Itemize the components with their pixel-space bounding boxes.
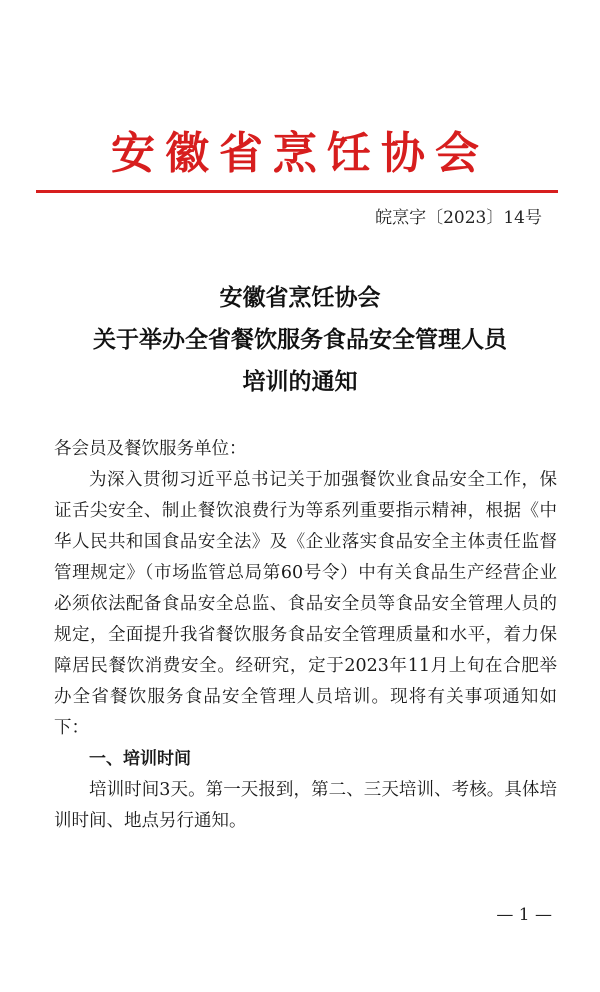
page-number: — 1 —	[496, 905, 552, 925]
paragraph-training-time: 培训时间3天。第一天报到，第二、三天培训、考核。具体培训时间、地点另行通知。	[54, 780, 557, 831]
title-line-1: 安徽省烹饪协会	[219, 285, 381, 311]
document-number: 皖烹字〔2023〕14号	[375, 208, 542, 228]
header-divider	[36, 190, 558, 193]
title-line-3: 培训的通知	[242, 369, 358, 395]
salutation: 各会员及餐饮服务单位：	[54, 439, 247, 459]
section-heading-training-time: 一、培训时间	[89, 749, 191, 769]
document-title	[0, 277, 600, 403]
title-line-2: 关于举办全省餐饮服务食品安全管理人员	[93, 327, 507, 353]
organization-header: 安徽省烹饪协会	[111, 128, 489, 179]
document-body	[54, 434, 557, 837]
paragraph-intro: 为深入贯彻习近平总书记关于加强餐饮业食品安全工作，保证舌尖安全、制止餐饮浪费行为等系列重要指示精神，根据《中华人民共和国食品安全法》及《企业落实食品安全主体责任监督管理规定》（市场监管总局第60号令）中有关食品生产经营企业必须依法配备食品安全总监、食品安全员等食品安全管理人员的规定，全面提升我省餐饮服务食品安全管理质量和水平，着力保障居民餐饮消费安全。经研究，定于2023年11月上旬在合肥举办全省餐饮服务食品安全管理人员培训。现将有关事项通知如下：	[54, 470, 557, 738]
